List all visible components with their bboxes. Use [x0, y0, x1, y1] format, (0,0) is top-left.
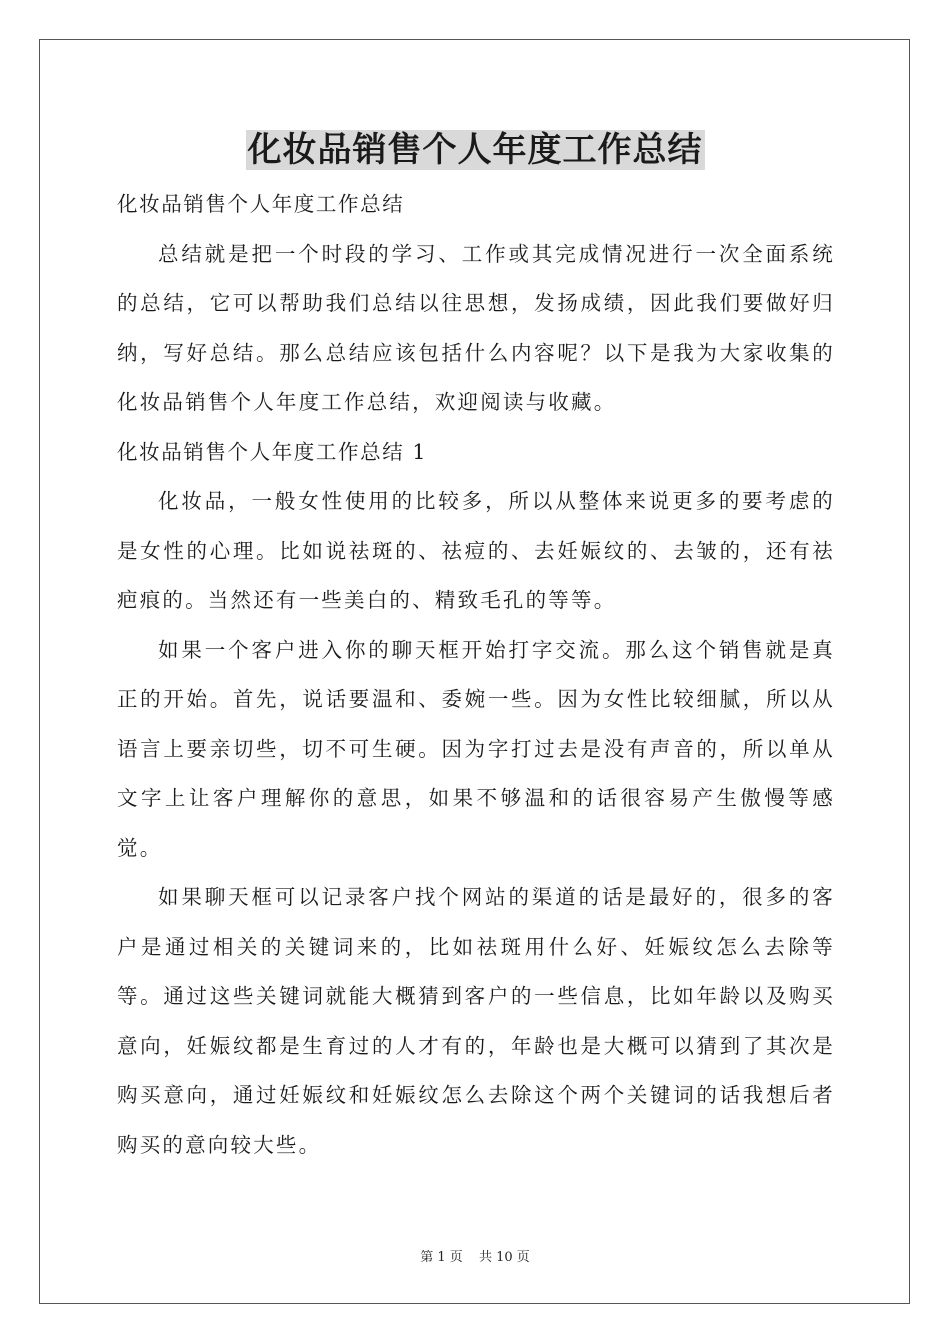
- page-footer: [0, 1246, 950, 1265]
- body-paragraph-3: 如果聊天框可以记录客户找个网站的渠道的话是最好的，很多的客户是通过相关的关键词来的，比如祛斑用什么好、妊娠纹怎么去除等等。通过这些关键词就能大概猜到客户的一些信息，比如年龄以及购买意向，妊娠纹都是生育过的人才有的，年龄也是大概可以猜到了其次是购买意向，通过妊娠纹和妊娠纹怎么去除这个两个关键词的话我想后者购买的意向较大些。: [117, 885, 835, 1157]
- section-heading-1: 化妆品销售个人年度工作总结 1: [117, 439, 428, 464]
- section-subtitle: 化妆品销售个人年度工作总结: [117, 192, 405, 216]
- document-body: [117, 180, 835, 1170]
- page-number: 第 1 页: [420, 1250, 463, 1265]
- intro-paragraph: 总结就是把一个时段的学习、工作或其完成情况进行一次全面系统的总结，它可以帮助我们总结以往思想，发扬成绩，因此我们要做好归纳，写好总结。那么总结应该包括什么内容呢？以下是我为大家收集的化妆品销售个人年度工作总结，欢迎阅读与收藏。: [117, 241, 835, 414]
- document-title: [0, 128, 950, 172]
- document-title-text: 化妆品销售个人年度工作总结: [247, 130, 703, 170]
- body-paragraph-1: 化妆品，一般女性使用的比较多，所以从整体来说更多的要考虑的是女性的心理。比如说祛斑的、祛痘的、去妊娠纹的、去皱的，还有祛疤痕的。当然还有一些美白的、精致毛孔的等等。: [117, 489, 835, 612]
- page-total: 共 10 页: [478, 1250, 530, 1265]
- body-paragraph-2: 如果一个客户进入你的聊天框开始打字交流。那么这个销售就是真正的开始。首先，说话要温和、委婉一些。因为女性比较细腻，所以从语言上要亲切些，切不可生硬。因为字打过去是没有声音的，所以单从文字上让客户理解你的意思，如果不够温和的话很容易产生傲慢等感觉。: [117, 637, 835, 860]
